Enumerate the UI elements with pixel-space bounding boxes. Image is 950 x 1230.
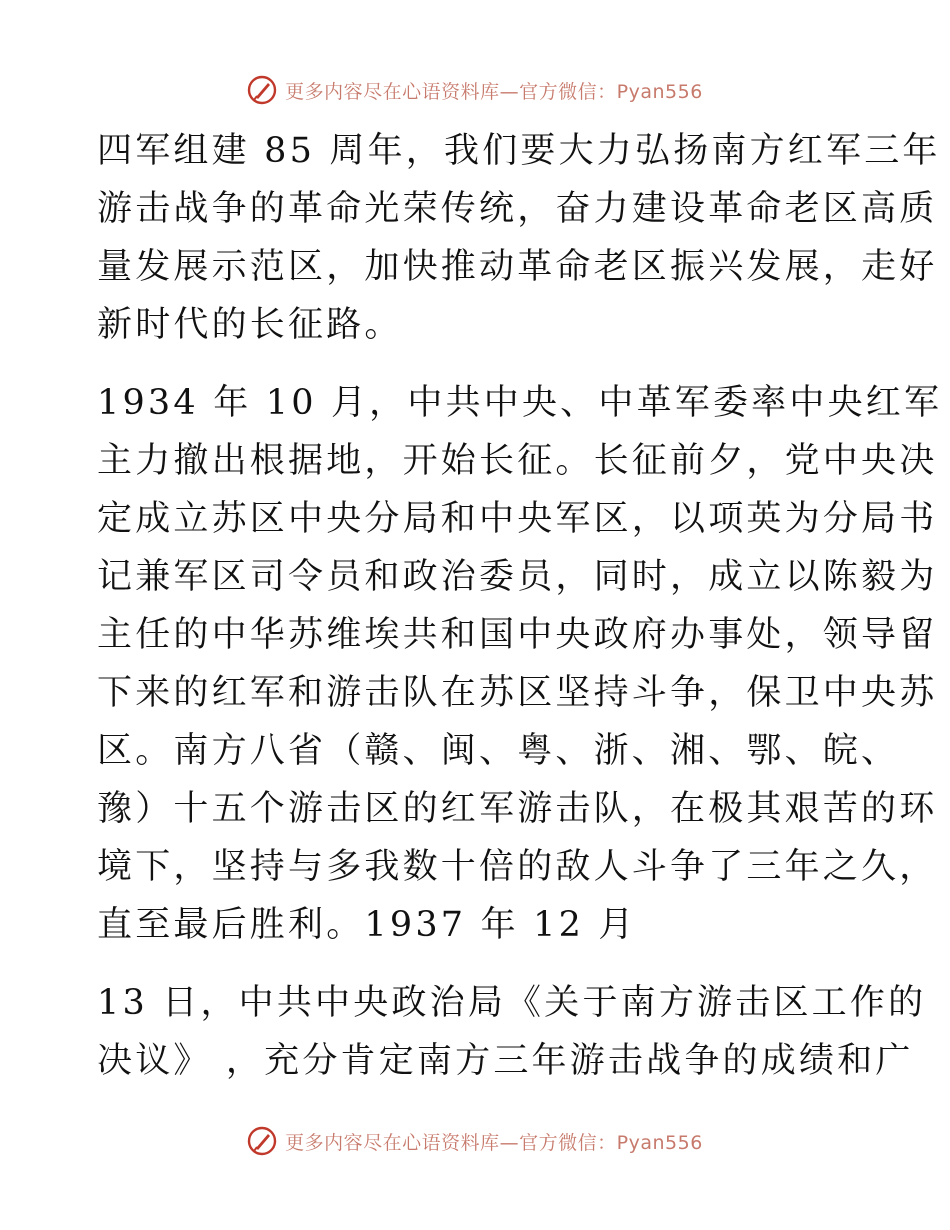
text-line: 四军组建 85 周年，我们要大力弘扬南方红军三年 (97, 131, 941, 171)
text-line: 新时代的长征路。 (97, 305, 403, 345)
footer-watermark (0, 1121, 950, 1161)
paragraph-1 (97, 122, 941, 354)
text-line: 1934 年 10 月，中共中央、中革军委率中央红军 (97, 383, 943, 423)
header-watermark (0, 70, 950, 110)
watermark-text: 更多内容尽在心语资料库—官方微信：Pyan556 (285, 1131, 703, 1154)
text-line: 记兼军区司令员和政治委员，同时，成立以陈毅为 (97, 557, 938, 597)
text-line: 主力撤出根据地，开始长征。长征前夕，党中央决 (97, 441, 938, 481)
quill-pen-circle-icon (247, 1126, 277, 1156)
document-body (97, 122, 943, 1090)
paragraph-3 (97, 974, 927, 1090)
text-line: 主任的中华苏维埃共和国中央政府办事处，领导留 (97, 615, 938, 655)
text-line: 游击战争的革命光荣传统，奋力建设革命老区高质 (97, 189, 938, 229)
quill-pen-circle-icon (247, 75, 277, 105)
text-line: 下来的红军和游击队在苏区坚持斗争，保卫中央苏 (97, 673, 938, 713)
paragraph-2 (97, 374, 943, 954)
text-line: 13 日，中共中央政治局《关于南方游击区工作的 (97, 983, 927, 1023)
text-line: 直至最后胜利。1937 年 12 月 (97, 905, 637, 945)
text-line: 定成立苏区中央分局和中央军区，以项英为分局书 (97, 499, 938, 539)
text-line: 境下，坚持与多我数十倍的敌人斗争了三年之久， (97, 847, 938, 887)
text-line: 区。南方八省（赣、闽、粤、浙、湘、鄂、皖、 (97, 731, 900, 771)
watermark-text: 更多内容尽在心语资料库—官方微信：Pyan556 (285, 80, 703, 103)
text-line: 量发展示范区，加快推动革命老区振兴发展，走好 (97, 247, 938, 287)
text-line: 豫）十五个游击区的红军游击队，在极其艰苦的环 (97, 789, 938, 829)
text-line: 决议》 ，充分肯定南方三年游击战争的成绩和广 (97, 1041, 914, 1081)
